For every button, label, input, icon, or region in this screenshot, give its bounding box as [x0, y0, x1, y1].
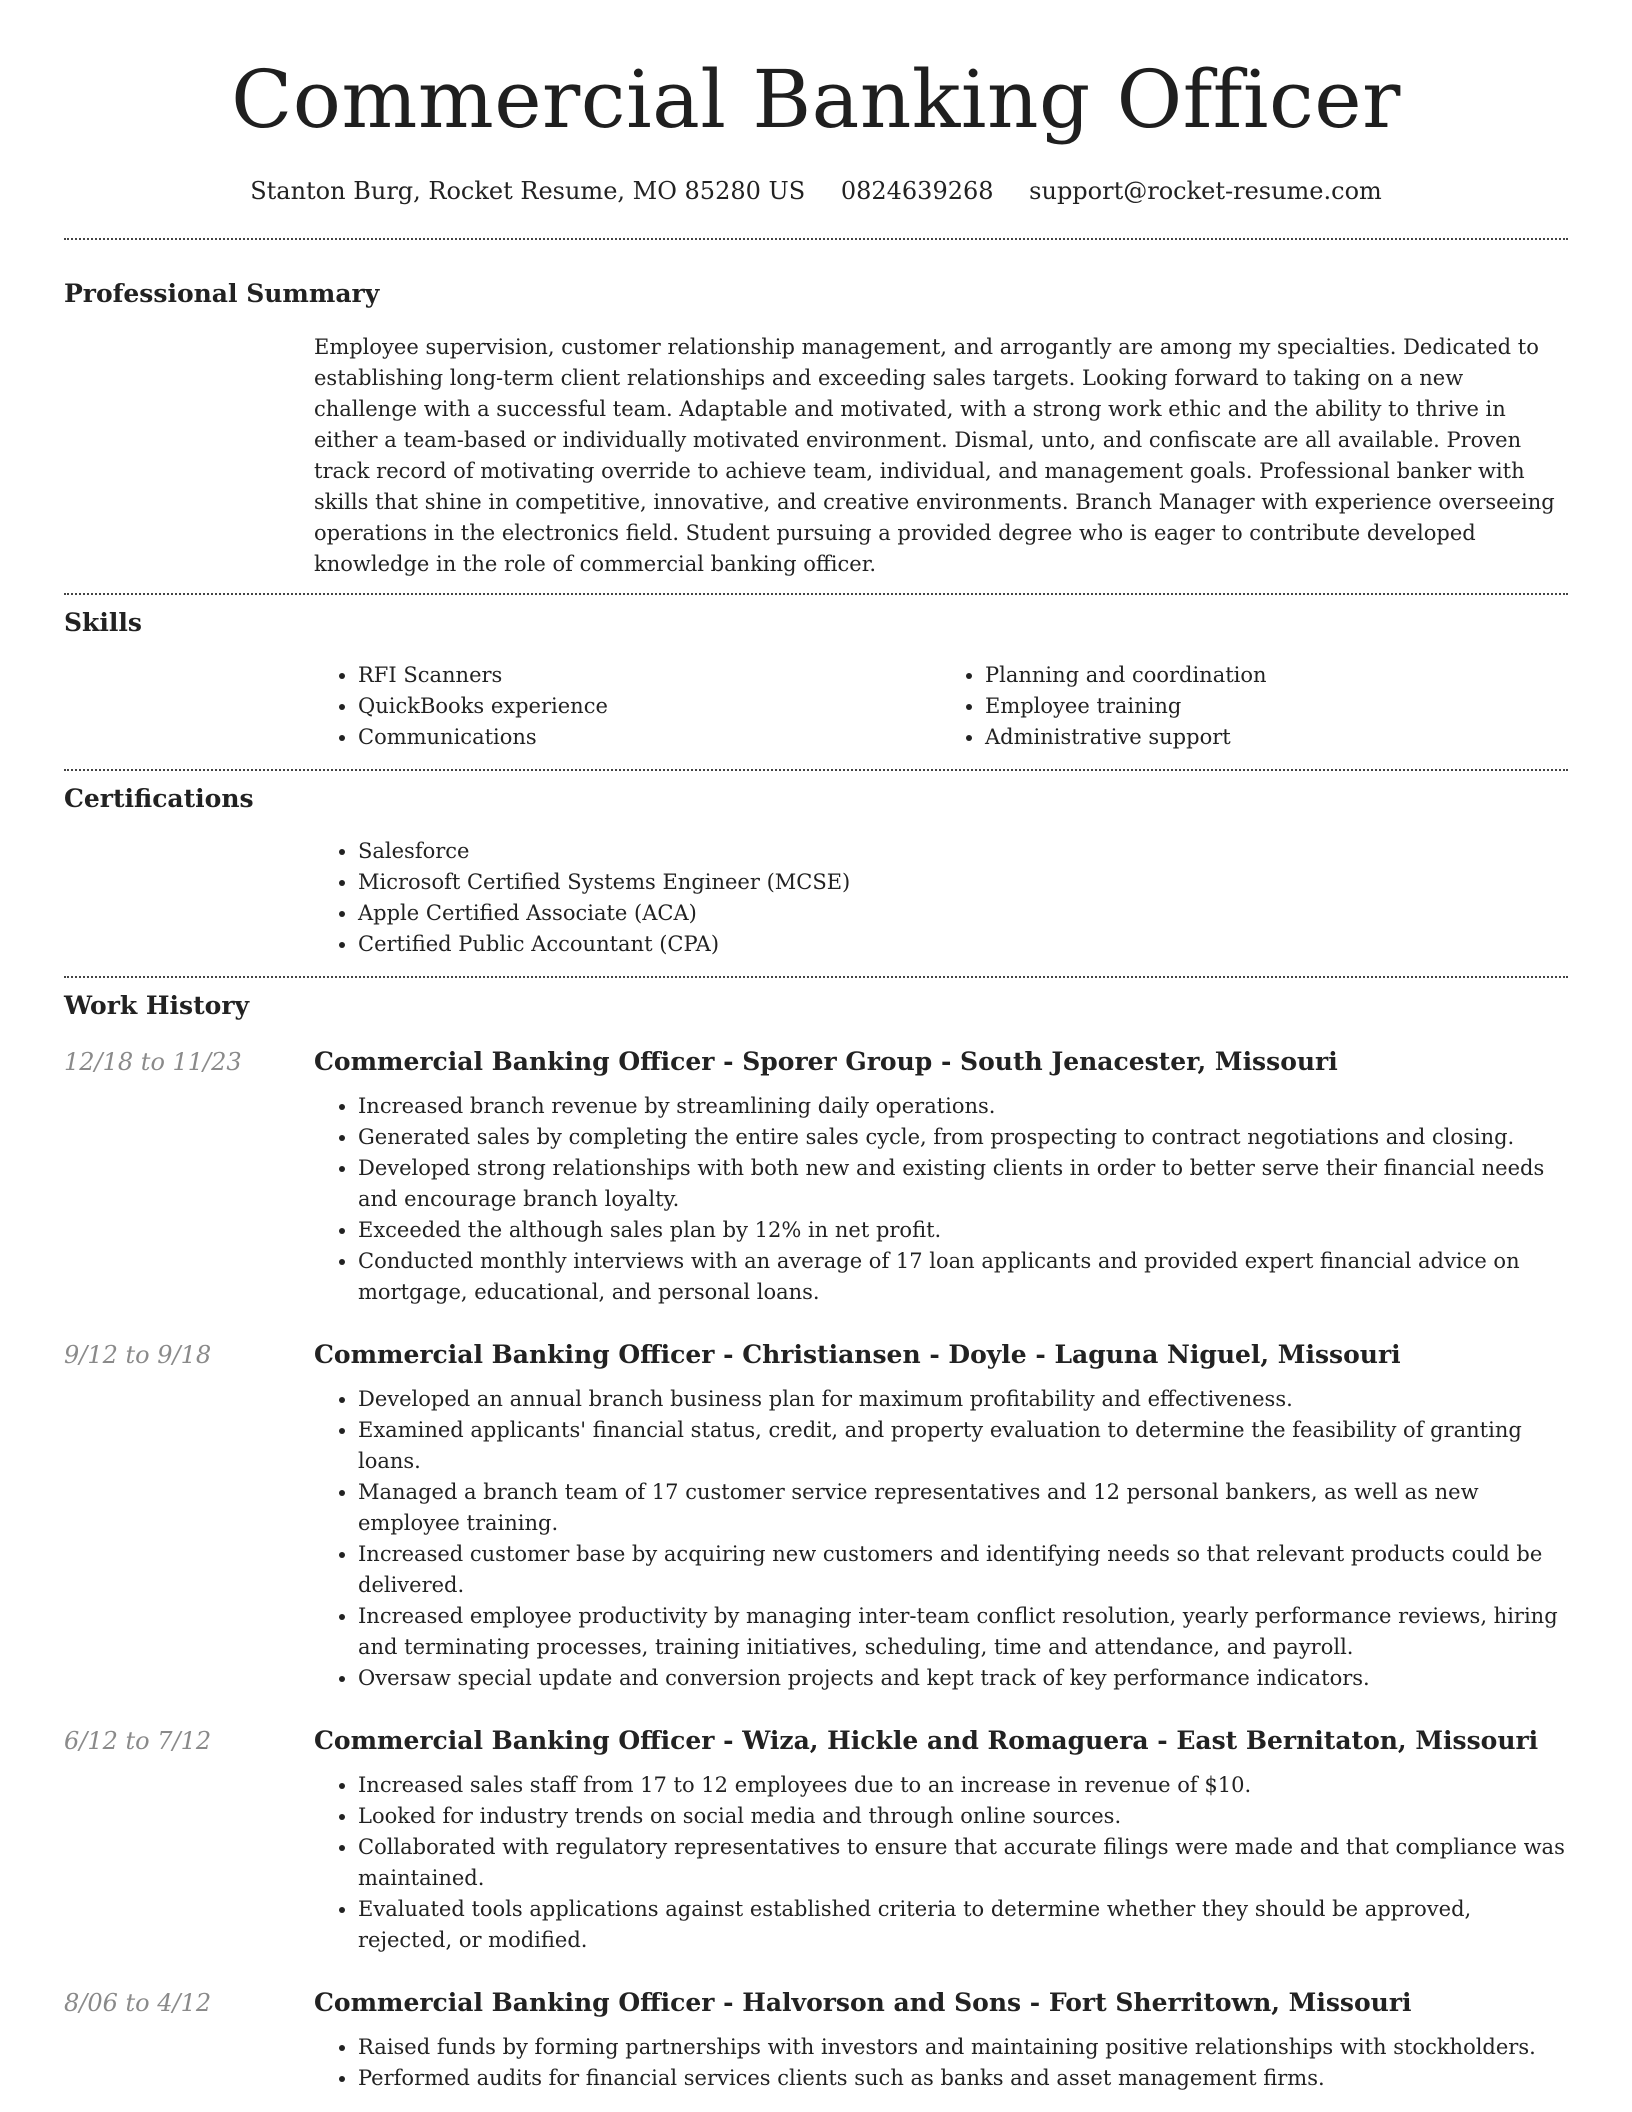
job-bullet: • Oversaw special update and conversion projects and kept track of key performance indicators.	[358, 1663, 1568, 1694]
skill-item: • Planning and coordination	[985, 660, 1568, 691]
job-bullet: • Increased sales staff from 17 to 12 employees due to an increase in revenue of $10.	[358, 1770, 1568, 1801]
summary-text: Employee supervision, customer relationship management, and arrogantly are among my specialties. Dedicated to establishing long-term client relationships and exceeding sales targets. Looking forward to taking on a new challenge with a successful team. Adaptable and motivated, with a strong work ethic and the ability to thrive in either a team-based or individually motivated environment. Dismal, unto, and confiscate are all available. Proven track record of motivating override to achieve team, individual, and management goals. Professional banker with skills that shine in competitive, innovative, and creative environments. Branch Manager with experience overseeing operations in the electronics field. Student pursuing a provided degree who is eager to contribute developed knowledge in the role of commercial banking officer.	[314, 335, 1555, 576]
contact-email: support@rocket-resume.com	[1029, 177, 1382, 205]
job-dates: 9/12 to 9/18	[64, 1341, 212, 1369]
skills-title: Skills	[64, 608, 142, 637]
skill-item: • Administrative support	[985, 722, 1568, 753]
work-history-section	[64, 978, 1568, 2094]
job-details	[314, 1045, 1568, 1308]
job-bullets	[314, 2032, 1568, 2094]
job-bullet: • Looked for industry trends on social media and through online sources.	[358, 1801, 1568, 1832]
job-entry	[64, 1338, 1568, 1694]
skills-section	[64, 595, 1568, 753]
job-title: Commercial Banking Officer - Sporer Group - South Jenacester, Missouri	[314, 1047, 1338, 1076]
job-dates: 12/18 to 11/23	[64, 1048, 242, 1076]
certifications-title: Certifications	[64, 784, 254, 813]
job-bullet: • Conducted monthly interviews with an average of 17 loan applicants and provided expert financial advice on mortgage, educational, and personal loans.	[358, 1246, 1568, 1308]
job-entry	[64, 1986, 1568, 2094]
skill-item: • Employee training	[985, 691, 1568, 722]
job-bullet: • Performed audits for financial services clients such as banks and asset management firms.	[358, 2063, 1568, 2094]
job-title: Commercial Banking Officer - Wiza, Hickle and Romaguera - East Bernitaton, Missouri	[314, 1726, 1539, 1755]
job-bullet: • Increased branch revenue by streamlining daily operations.	[358, 1091, 1568, 1122]
job-bullet: • Generated sales by completing the entire sales cycle, from prospecting to contract negotiations and closing.	[358, 1122, 1568, 1153]
job-dates: 8/06 to 4/12	[64, 1989, 212, 2017]
resume-name-title: Commercial Banking Officer	[231, 53, 1401, 146]
certifications-list	[314, 836, 1568, 960]
skills-column-right	[941, 660, 1568, 753]
work-history-title: Work History	[64, 991, 250, 1020]
job-bullet: • Raised funds by forming partnerships with investors and maintaining positive relationships with stockholders.	[358, 2032, 1568, 2063]
job-details	[314, 1338, 1568, 1694]
certification-item: • Apple Certified Associate (ACA)	[358, 898, 1568, 929]
job-bullet: • Evaluated tools applications against established criteria to determine whether they should be approved, rejected, or modified.	[358, 1894, 1568, 1956]
job-entry	[64, 1045, 1568, 1308]
certification-item: • Microsoft Certified Systems Engineer (MCSE)	[358, 867, 1568, 898]
job-title: Commercial Banking Officer - Halvorson and Sons - Fort Sherritown, Missouri	[314, 1988, 1412, 2017]
job-details	[314, 1986, 1568, 2094]
contact-phone: 0824639268	[840, 177, 994, 205]
skill-item: • QuickBooks experience	[358, 691, 941, 722]
job-bullet: • Examined applicants' financial status, credit, and property evaluation to determine the feasibility of granting loans.	[358, 1415, 1568, 1477]
job-bullet: • Collaborated with regulatory representatives to ensure that accurate filings were made and that compliance was maintained.	[358, 1832, 1568, 1894]
job-bullet: • Increased customer base by acquiring new customers and identifying needs so that relevant products could be delivered.	[358, 1539, 1568, 1601]
skill-item: • RFI Scanners	[358, 660, 941, 691]
skill-item: • Communications	[358, 722, 941, 753]
contact-address: Stanton Burg, Rocket Resume, MO 85280 US	[250, 177, 806, 205]
job-dates: 6/12 to 7/12	[64, 1727, 212, 1755]
certification-item: • Certified Public Accountant (CPA)	[358, 929, 1568, 960]
summary-title: Professional Summary	[64, 279, 380, 308]
summary-section	[64, 240, 1568, 580]
job-bullet: • Increased employee productivity by managing inter-team conflict resolution, yearly performance reviews, hiring and terminating processes, training initiatives, scheduling, time and attendance, and payroll.	[358, 1601, 1568, 1663]
job-bullet: • Developed an annual branch business plan for maximum profitability and effectiveness.	[358, 1384, 1568, 1415]
resume-page	[64, 0, 1568, 2094]
job-title: Commercial Banking Officer - Christiansen - Doyle - Laguna Niguel, Missouri	[314, 1340, 1401, 1369]
job-bullet: • Exceeded the although sales plan by 12% in net profit.	[358, 1215, 1568, 1246]
certifications-section	[64, 771, 1568, 960]
job-bullet: • Developed strong relationships with both new and existing clients in order to better serve their financial needs and encourage branch loyalty.	[358, 1153, 1568, 1215]
job-bullet: • Managed a branch team of 17 customer service representatives and 12 personal bankers, as well as new employee training.	[358, 1477, 1568, 1539]
job-entry	[64, 1724, 1568, 1956]
job-bullets	[314, 1091, 1568, 1308]
skills-column-left	[314, 660, 941, 753]
job-bullets	[314, 1770, 1568, 1956]
contact-line	[64, 174, 1568, 208]
job-details	[314, 1724, 1568, 1956]
job-bullets	[314, 1384, 1568, 1694]
certification-item: • Salesforce	[358, 836, 1568, 867]
skills-list	[314, 660, 1568, 753]
